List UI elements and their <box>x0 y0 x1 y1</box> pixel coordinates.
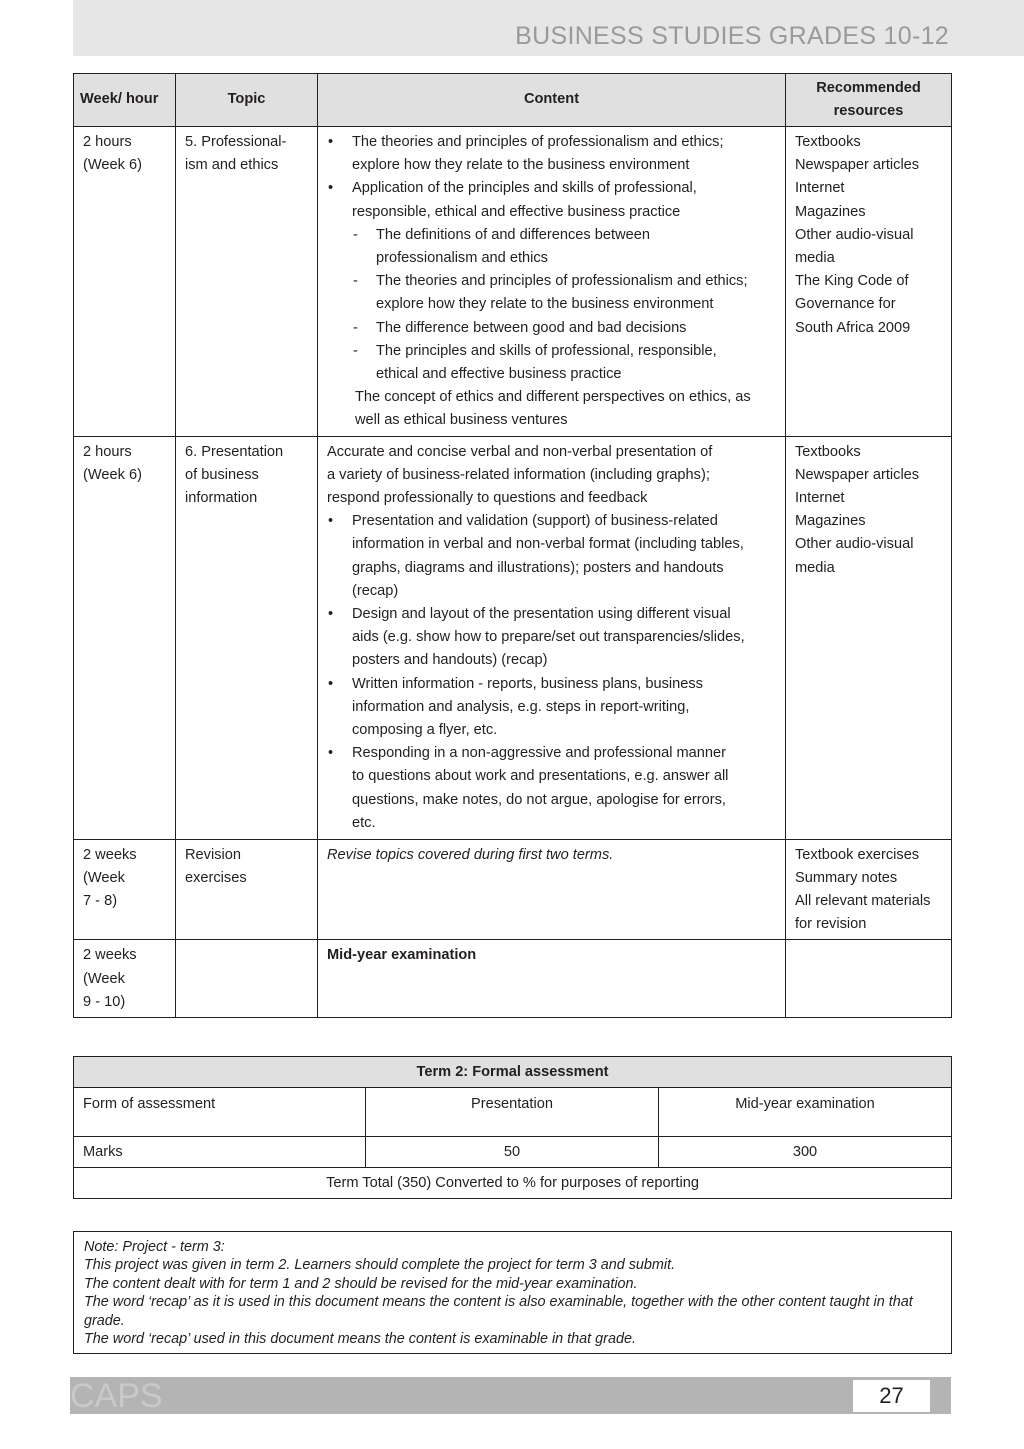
resources-cell <box>786 127 952 437</box>
content-bullet <box>327 510 776 603</box>
topic-line: 5. Professional- <box>185 134 287 150</box>
week-line: (Week 6) <box>83 466 142 483</box>
note-line: The content dealt with for term 1 and 2 should be revised for the mid-year examination. <box>84 1275 638 1292</box>
assessment-form: Mid-year examination <box>659 1088 952 1137</box>
formal-assessment-table <box>73 1056 952 1199</box>
bullet-line: graphs, diagrams and illustrations); posters and handouts <box>352 559 724 576</box>
resources-cell <box>786 839 952 940</box>
note-line: The word ‘recap’ as it is used in this document means the content is also examinable, together with the other content taught in that grade. <box>84 1294 913 1329</box>
topic-line: of business <box>185 466 259 483</box>
table-row <box>74 127 952 437</box>
sub-item-line: ethical and effective business practice <box>376 366 622 383</box>
resource-item: Newspaper articles <box>795 466 920 483</box>
note-line: The word ‘recap’ used in this document means the content is examinable in that grade. <box>84 1331 636 1348</box>
bullet-line: etc. <box>352 814 376 831</box>
footer-band <box>70 1377 951 1414</box>
resource-item: Governance for <box>795 296 896 313</box>
content-bullet <box>327 603 776 673</box>
topic-line: Revision <box>185 846 241 863</box>
revision-content: Revise topics covered during first two terms. <box>327 846 614 863</box>
column-header-resources: Recommended resources <box>786 74 952 127</box>
marks-value: 50 <box>366 1137 659 1168</box>
column-header-topic: Topic <box>176 74 318 127</box>
week-line: (Week <box>83 970 125 987</box>
week-cell <box>74 127 176 437</box>
note-line: This project was given in term 2. Learners should complete the project for term 3 and submit. <box>84 1257 676 1274</box>
content-bullet <box>327 673 776 743</box>
resources-cell <box>786 940 952 1018</box>
content-paragraph-line: well as ethical business ventures <box>355 412 568 429</box>
content-bullet <box>327 742 776 835</box>
resource-item: Other audio-visual <box>795 536 914 553</box>
document-title: BUSINESS STUDIES GRADES 10-12 <box>515 22 949 50</box>
exam-content: Mid-year examination <box>327 947 477 964</box>
week-line: (Week <box>83 869 125 886</box>
week-line: 2 hours <box>83 443 132 460</box>
resource-item: Textbook exercises <box>795 846 920 863</box>
table-header-row <box>74 74 952 127</box>
marks-value: 300 <box>659 1137 952 1168</box>
bullet-line: explore how they relate to the business environment <box>352 157 690 174</box>
week-line: (Week 6) <box>83 157 142 174</box>
content-paragraph-line: Accurate and concise verbal and non-verbal presentation of <box>327 443 713 460</box>
content-paragraph-line: respond professionally to questions and feedback <box>327 490 648 507</box>
teaching-plan-table <box>73 73 952 1018</box>
resource-item: for revision <box>795 916 867 933</box>
bullet-line: • Presentation and validation (support) of business-related <box>352 513 718 530</box>
week-cell <box>74 940 176 1018</box>
marks-label: Marks <box>74 1137 366 1168</box>
resource-item: Textbooks <box>795 443 861 460</box>
week-line: 2 weeks <box>83 846 137 863</box>
resource-item: Newspaper articles <box>795 157 920 174</box>
resource-item: Summary notes <box>795 869 898 886</box>
bullet-line: composing a flyer, etc. <box>352 722 498 739</box>
content-cell <box>318 940 786 1018</box>
content-sub-item <box>352 270 776 316</box>
content-paragraph-line: a variety of business-related information (including graphs); <box>327 466 710 483</box>
bullet-line: posters and handouts) (recap) <box>352 652 548 669</box>
content-bullet <box>327 177 776 432</box>
content-cell <box>318 839 786 940</box>
week-cell <box>74 436 176 839</box>
content-cell <box>318 436 786 839</box>
content-paragraph-line: The concept of ethics and different perspectives on ethics, as <box>355 389 751 406</box>
content-cell <box>318 127 786 437</box>
week-line: 7 - 8) <box>83 893 118 910</box>
bullet-line: to questions about work and presentations, e.g. answer all <box>352 768 729 785</box>
resource-item: Magazines <box>795 513 866 530</box>
column-header-content: Content <box>318 74 786 127</box>
week-line: 9 - 10) <box>83 993 126 1010</box>
topic-cell <box>176 839 318 940</box>
topic-cell <box>176 436 318 839</box>
bullet-line: • Design and layout of the presentation using different visual <box>352 606 731 623</box>
bullet-line: information and analysis, e.g. steps in report-writing, <box>352 698 690 715</box>
resource-item: The King Code of <box>795 273 909 290</box>
bullet-line: aids (e.g. show how to prepare/set out transparencies/slides, <box>352 629 745 646</box>
resource-item: Textbooks <box>795 134 861 150</box>
resource-item: media <box>795 559 835 576</box>
topic-cell <box>176 940 318 1018</box>
footer-caps-label: CAPS <box>70 1377 163 1415</box>
assessment-title: Term 2: Formal assessment <box>74 1057 952 1088</box>
bullet-line: • The theories and principles of professionalism and ethics; <box>352 134 724 150</box>
bullet-line: • Responding in a non-aggressive and professional manner <box>352 745 727 762</box>
sub-item-line: - The definitions of and differences between <box>376 226 650 243</box>
page-number: 27 <box>853 1380 930 1412</box>
bullet-line: • Written information - reports, business plans, business <box>352 675 703 692</box>
resource-item: media <box>795 250 835 267</box>
column-header-week: Week/ hour <box>74 74 176 127</box>
content-bullet <box>327 131 776 177</box>
topic-line: ism and ethics <box>185 157 279 174</box>
sub-item-line: - The principles and skills of professional, responsible, <box>376 342 717 359</box>
table-row <box>74 839 952 940</box>
sub-item-line: - The difference between good and bad decisions <box>376 319 687 336</box>
table-row <box>74 436 952 839</box>
bullet-line: information in verbal and non-verbal format (including tables, <box>352 536 744 553</box>
topic-line: 6. Presentation <box>185 443 284 460</box>
assessment-form: Presentation <box>366 1088 659 1137</box>
topic-line: information <box>185 490 258 507</box>
week-cell <box>74 839 176 940</box>
content-sub-item <box>352 340 776 386</box>
topic-cell <box>176 127 318 437</box>
resource-item: Other audio-visual <box>795 226 914 243</box>
week-line: 2 hours <box>83 134 132 150</box>
bullet-line: questions, make notes, do not argue, apologise for errors, <box>352 791 726 808</box>
bullet-line: (recap) <box>352 582 399 599</box>
resource-item: South Africa 2009 <box>795 319 911 336</box>
bullet-line: responsible, ethical and effective business practice <box>352 203 681 220</box>
sub-item-line: - The theories and principles of professionalism and ethics; <box>376 273 748 290</box>
content-sub-item <box>352 224 776 270</box>
resources-cell <box>786 436 952 839</box>
sub-item-line: professionalism and ethics <box>376 250 548 267</box>
resource-item: Internet <box>795 490 845 507</box>
bullet-line: • Application of the principles and skills of professional, <box>352 180 697 197</box>
term-total: Term Total (350) Converted to % for purposes of reporting <box>74 1168 952 1199</box>
note-line: Note: Project - term 3: <box>84 1239 225 1255</box>
content-sub-item <box>352 317 776 340</box>
resource-item: Internet <box>795 180 845 197</box>
form-of-assessment-label: Form of assessment <box>74 1088 366 1137</box>
table-row <box>74 940 952 1018</box>
resource-item: All relevant materials <box>795 893 931 910</box>
week-line: 2 weeks <box>83 947 137 964</box>
resource-item: Magazines <box>795 203 866 220</box>
topic-line: exercises <box>185 869 247 886</box>
project-note <box>73 1231 952 1354</box>
sub-item-line: explore how they relate to the business environment <box>376 296 714 313</box>
